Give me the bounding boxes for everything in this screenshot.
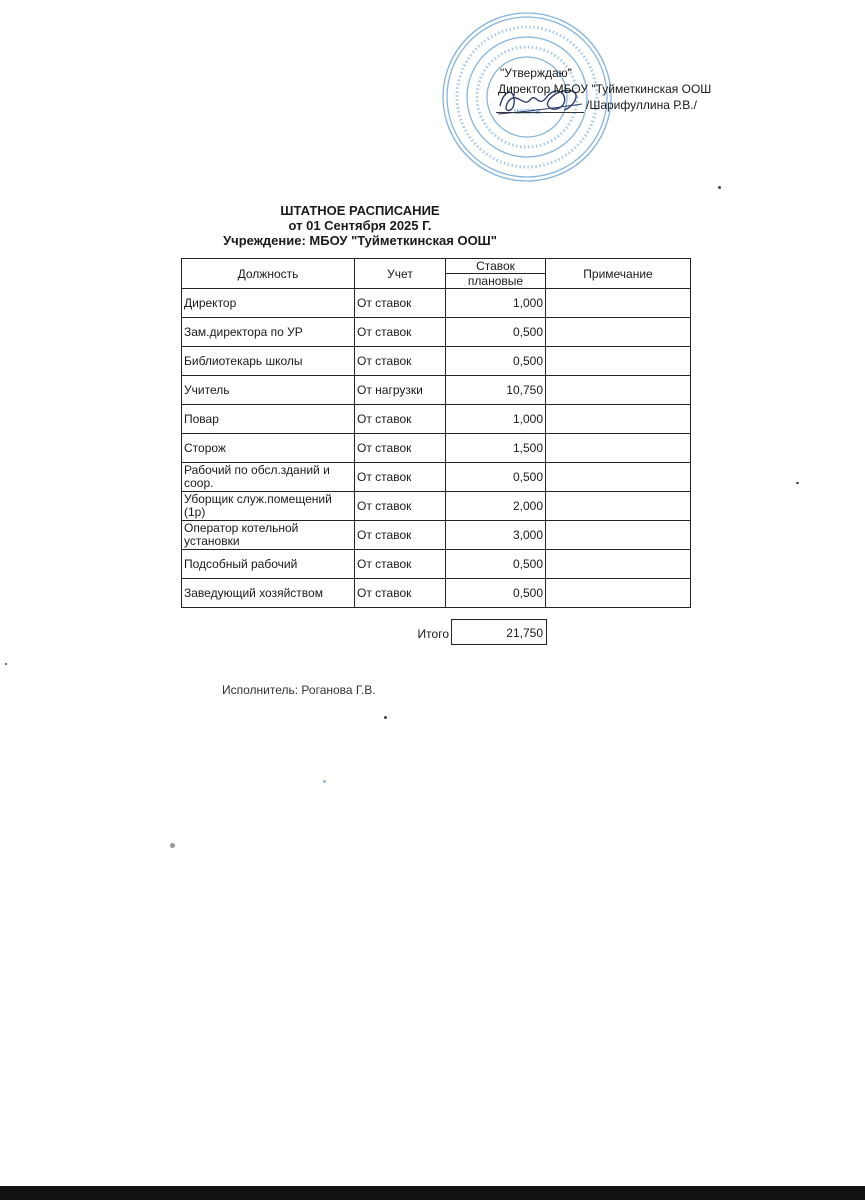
cell-note xyxy=(546,376,691,405)
scan-speck xyxy=(5,663,7,665)
cell-rate: 1,000 xyxy=(446,405,546,434)
cell-rate: 0,500 xyxy=(446,347,546,376)
cell-note xyxy=(546,579,691,608)
cell-note xyxy=(546,463,691,492)
cell-position: Учитель xyxy=(182,376,355,405)
cell-accounting: От ставок xyxy=(355,550,446,579)
title-line: ШТАТНОЕ РАСПИСАНИЕ xyxy=(280,203,440,218)
scan-speck xyxy=(384,716,387,719)
table-row xyxy=(182,521,691,550)
total-label: Итого xyxy=(417,627,449,641)
staff-schedule-table xyxy=(181,258,691,608)
cell-note xyxy=(546,289,691,318)
cell-position: Зам.директора по УР xyxy=(182,318,355,347)
cell-accounting: От ставок xyxy=(355,579,446,608)
table-row xyxy=(182,289,691,318)
cell-position: Уборщик служ.помещений (1р) xyxy=(182,492,355,521)
cell-accounting: От ставок xyxy=(355,492,446,521)
document-title xyxy=(150,203,570,248)
cell-accounting: От ставок xyxy=(355,289,446,318)
cell-rate: 10,750 xyxy=(446,376,546,405)
scan-bottom-edge xyxy=(0,1186,865,1200)
cell-position: Рабочий по обсл.зданий и соор. xyxy=(182,463,355,492)
cell-position: Библиотекарь школы xyxy=(182,347,355,376)
cell-rate: 2,000 xyxy=(446,492,546,521)
cell-note xyxy=(546,550,691,579)
signature-underline xyxy=(496,100,584,113)
table-row xyxy=(182,405,691,434)
header-position: Должность xyxy=(182,259,355,289)
cell-accounting: От ставок xyxy=(355,347,446,376)
table-row xyxy=(182,347,691,376)
cell-note xyxy=(546,434,691,463)
cell-position: Директор xyxy=(182,289,355,318)
cell-accounting: От ставок xyxy=(355,521,446,550)
header-accounting: Учет xyxy=(355,259,446,289)
cell-note xyxy=(546,405,691,434)
cell-accounting: От ставок xyxy=(355,318,446,347)
cell-accounting: От нагрузки xyxy=(355,376,446,405)
title-institution: Учреждение: МБОУ "Туйметкинская ООШ" xyxy=(223,233,497,248)
cell-note xyxy=(546,318,691,347)
table-row xyxy=(182,550,691,579)
scan-speck xyxy=(323,780,326,783)
table-row xyxy=(182,434,691,463)
scan-speck xyxy=(796,482,799,484)
header-note: Примечание xyxy=(546,259,691,289)
cell-rate: 1,000 xyxy=(446,289,546,318)
table-row xyxy=(182,579,691,608)
cell-rate: 1,500 xyxy=(446,434,546,463)
table-row xyxy=(182,463,691,492)
cell-position: Оператор котельной установки xyxy=(182,521,355,550)
cell-rate: 3,000 xyxy=(446,521,546,550)
table-row xyxy=(182,492,691,521)
approval-director-name: /Шарифуллина Р.В./ xyxy=(586,98,697,112)
cell-position: Повар xyxy=(182,405,355,434)
cell-rate: 0,500 xyxy=(446,318,546,347)
cell-note xyxy=(546,492,691,521)
cell-position: Заведующий хозяйством xyxy=(182,579,355,608)
cell-position: Сторож xyxy=(182,434,355,463)
approval-signature-line xyxy=(496,98,697,113)
cell-rate: 0,500 xyxy=(446,463,546,492)
title-date: от 01 Сентября 2025 Г. xyxy=(288,218,432,233)
cell-rate: 0,500 xyxy=(446,550,546,579)
cell-accounting: От ставок xyxy=(355,405,446,434)
approval-director-title: Директор МБОУ "Туйметкинская ООШ xyxy=(498,82,712,96)
cell-note xyxy=(546,347,691,376)
cell-note xyxy=(546,521,691,550)
cell-position: Подсобный рабочий xyxy=(182,550,355,579)
executor-line: Исполнитель: Роганова Г.В. xyxy=(222,683,376,697)
approval-caption: "Утверждаю" xyxy=(500,66,572,80)
scan-speck xyxy=(718,186,721,189)
table-row xyxy=(182,376,691,405)
cell-accounting: От ставок xyxy=(355,463,446,492)
seal-text: школа xyxy=(513,106,541,116)
header-rates: Ставок xyxy=(446,259,546,274)
cell-accounting: От ставок xyxy=(355,434,446,463)
table-row xyxy=(182,318,691,347)
cell-rate: 0,500 xyxy=(446,579,546,608)
total-value: 21,750 xyxy=(451,619,547,645)
scan-speck xyxy=(170,843,175,848)
header-planned: плановые xyxy=(446,274,546,289)
